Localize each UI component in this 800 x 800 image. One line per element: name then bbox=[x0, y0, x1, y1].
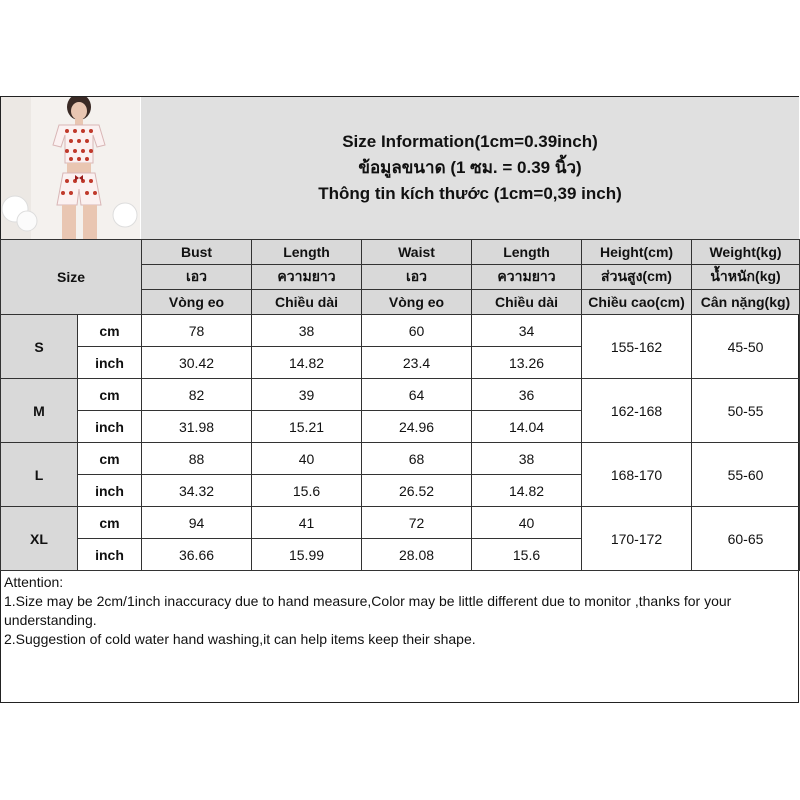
length-inch: 15.21 bbox=[252, 411, 362, 443]
bust-cm: 78 bbox=[142, 315, 252, 347]
product-photo bbox=[1, 97, 140, 239]
bust-inch: 36.66 bbox=[142, 539, 252, 571]
waist-inch: 24.96 bbox=[362, 411, 472, 443]
weight-range: 55-60 bbox=[692, 443, 800, 507]
bust-inch: 30.42 bbox=[142, 347, 252, 379]
table-row bbox=[1, 507, 800, 539]
unit-label: cm bbox=[78, 315, 142, 347]
header-height-vietnamese: Chiều cao(cm) bbox=[582, 290, 692, 315]
unit-label: cm bbox=[78, 507, 142, 539]
unit-label: inch bbox=[78, 347, 142, 379]
waist-cm: 60 bbox=[362, 315, 472, 347]
header-length-thai: ความยาว bbox=[252, 265, 362, 290]
length-cm: 38 bbox=[252, 315, 362, 347]
header-weight: Weight(kg) bbox=[692, 240, 800, 265]
header-bust: Bust bbox=[142, 240, 252, 265]
waist-inch: 23.4 bbox=[362, 347, 472, 379]
product-photo-graphic bbox=[1, 97, 140, 239]
height-range: 155-162 bbox=[582, 315, 692, 379]
attention-heading: Attention: bbox=[4, 574, 64, 590]
length-cm: 40 bbox=[252, 443, 362, 475]
length-inch: 15.99 bbox=[252, 539, 362, 571]
table-row bbox=[1, 379, 800, 411]
height-range: 162-168 bbox=[582, 379, 692, 443]
header-waist-thai: เอว bbox=[362, 265, 472, 290]
length-inch: 15.6 bbox=[472, 539, 582, 571]
title-vietnamese: Thông tin kích thước (1cm=0,39 inch) bbox=[318, 184, 622, 203]
unit-label: inch bbox=[78, 411, 142, 443]
height-range: 170-172 bbox=[582, 507, 692, 571]
size-label: XL bbox=[1, 507, 78, 571]
length-inch: 14.82 bbox=[472, 475, 582, 507]
size-information-header bbox=[141, 97, 799, 239]
waist-cm: 68 bbox=[362, 443, 472, 475]
header-height: Height(cm) bbox=[582, 240, 692, 265]
table-row bbox=[1, 443, 800, 475]
waist-cm: 64 bbox=[362, 379, 472, 411]
header-waist-vietnamese: Vòng eo bbox=[362, 290, 472, 315]
weight-range: 60-65 bbox=[692, 507, 800, 571]
size-label: M bbox=[1, 379, 78, 443]
header-length: Length bbox=[472, 240, 582, 265]
header-length-vietnamese: Chiều dài bbox=[472, 290, 582, 315]
header-length: Length bbox=[252, 240, 362, 265]
length-cm: 41 bbox=[252, 507, 362, 539]
size-column-header: Size bbox=[1, 240, 142, 315]
title-thai: ข้อมูลขนาด (1 ซม. = 0.39 นิ้ว) bbox=[358, 158, 582, 177]
header-weight-thai: น้ำหนัก(kg) bbox=[692, 265, 800, 290]
waist-inch: 28.08 bbox=[362, 539, 472, 571]
length-cm: 34 bbox=[472, 315, 582, 347]
unit-label: inch bbox=[78, 475, 142, 507]
length-inch: 13.26 bbox=[472, 347, 582, 379]
weight-range: 50-55 bbox=[692, 379, 800, 443]
length-inch: 14.82 bbox=[252, 347, 362, 379]
length-cm: 40 bbox=[472, 507, 582, 539]
length-inch: 15.6 bbox=[252, 475, 362, 507]
header-length-vietnamese: Chiều dài bbox=[252, 290, 362, 315]
height-range: 168-170 bbox=[582, 443, 692, 507]
size-label: S bbox=[1, 315, 78, 379]
header-bust-thai: เอว bbox=[142, 265, 252, 290]
header-height-thai: ส่วนสูง(cm) bbox=[582, 265, 692, 290]
bust-inch: 34.32 bbox=[142, 475, 252, 507]
length-inch: 14.04 bbox=[472, 411, 582, 443]
weight-range: 45-50 bbox=[692, 315, 800, 379]
bust-inch: 31.98 bbox=[142, 411, 252, 443]
unit-label: cm bbox=[78, 443, 142, 475]
unit-label: inch bbox=[78, 539, 142, 571]
attention-notes bbox=[4, 573, 794, 649]
waist-inch: 26.52 bbox=[362, 475, 472, 507]
bust-cm: 82 bbox=[142, 379, 252, 411]
header-bust-vietnamese: Vòng eo bbox=[142, 290, 252, 315]
header-row-english bbox=[1, 240, 800, 265]
size-table bbox=[0, 239, 800, 571]
title-english: Size Information(1cm=0.39inch) bbox=[342, 132, 598, 151]
note-measurement: 1.Size may be 2cm/1inch inaccuracy due to hand measure,Color may be little different due to monitor ,thanks for your understanding. bbox=[4, 593, 732, 628]
header-length-thai: ความยาว bbox=[472, 265, 582, 290]
bust-cm: 94 bbox=[142, 507, 252, 539]
size-label: L bbox=[1, 443, 78, 507]
length-cm: 39 bbox=[252, 379, 362, 411]
length-cm: 36 bbox=[472, 379, 582, 411]
note-washing: 2.Suggestion of cold water hand washing,it can help items keep their shape. bbox=[4, 631, 476, 647]
header-waist: Waist bbox=[362, 240, 472, 265]
table-row bbox=[1, 315, 800, 347]
waist-cm: 72 bbox=[362, 507, 472, 539]
bust-cm: 88 bbox=[142, 443, 252, 475]
unit-label: cm bbox=[78, 379, 142, 411]
header-weight-vietnamese: Cân nặng(kg) bbox=[692, 290, 800, 315]
length-cm: 38 bbox=[472, 443, 582, 475]
